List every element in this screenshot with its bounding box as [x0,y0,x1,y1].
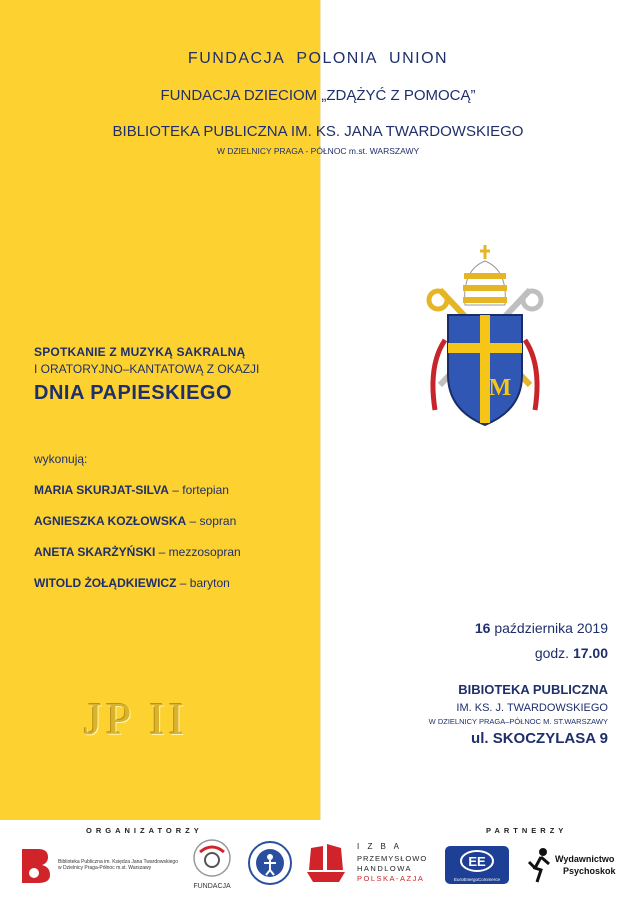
euroenergocommerce-logo [445,846,509,884]
date-month-year: października 2019 [490,620,608,636]
izba-line-2: PRZEMYSŁOWO [357,854,428,863]
event-line-2: I ORATORYJNO–KANTATOWĄ Z OKAZJI [34,362,260,376]
header-foundation-children: FUNDACJA DZIECIOM „ZDĄŻYĆ Z POMOCĄ” [160,87,476,104]
performer-role: – mezzosopran [155,545,241,559]
performer-role: – baryton [176,576,230,590]
event-line-1: SPOTKANIE Z MUZYKĄ SAKRALNĄ [34,345,246,359]
header-library: BIBLIOTEKA PUBLICZNA IM. KS. JANA TWARDOWSKIEGO [112,123,524,140]
jp2-monogram: JP II [84,693,188,744]
psychoskok-line-2: Psychoskok [563,866,616,876]
performer-name: AGNIESZKA KOZŁOWSKA [34,514,187,528]
time-value: 17.00 [572,645,608,661]
venue-district: W DZIELNICY PRAGA–PÓŁNOC M. ST.WARSZAWY [428,717,608,726]
organizers-label: ORGANIZATORZY [86,826,203,835]
izba-polska-azja-logo [305,840,428,890]
library-logo [18,845,183,885]
polonia-union-emblem-icon [192,838,232,878]
performer-row [34,514,236,528]
performer-row [34,483,229,497]
partners-label: PARTNERZY [486,826,568,835]
performer-row [34,545,241,559]
ee-emblem-icon [459,849,495,873]
library-logo-text-2: w Dzielnicy Praga-Północ m.st. Warszawy [58,865,152,871]
polonia-logo-text: FUNDACJA [193,883,231,890]
performer-name: MARIA SKURJAT-SILVA [34,483,169,497]
euro-logo-text: EuroEnergoCommerce [453,877,501,882]
time-label: godz. [534,645,573,661]
event-description [34,345,314,405]
izba-line-4: POLSKA-AZJA [357,874,425,883]
psychoskok-line-1: Wydawnictwo [555,854,615,864]
tiara-icon [463,245,507,305]
performer-name: ANETA SKARŻYŃSKI [34,545,156,559]
polonia-union-logo [187,838,237,894]
venue-patron: IM. KS. J. TWARDOWSKIEGO [456,702,608,714]
event-time [535,645,608,661]
venue-address: ul. SKOCZYLASA 9 [471,730,608,747]
performer-name: WITOLD ŻOŁĄDKIEWICZ [34,576,177,590]
event-date [475,620,608,636]
papal-coat-of-arms-icon [400,245,570,435]
izba-line-3: HANDLOWA [357,864,413,873]
children-foundation-logo-icon [247,840,293,886]
date-day: 16 [474,620,491,636]
performer-role: – fortepian [168,483,229,497]
svg-text:M: M [488,375,512,401]
junk-ship-icon [305,840,347,886]
header-foundation-polonia: FUNDACJA POLONIA UNION [187,50,449,67]
psychoskok-logo [527,846,627,886]
event-title: DNIA PAPIESKIEGO [34,382,233,404]
performer-role: – sopran [186,514,237,528]
header-district: W DZIELNICY PRAGA - PÓŁNOC m.st. WARSZAWY [216,146,420,156]
izba-line-1: I Z B A [357,842,403,851]
library-b-icon [18,845,52,885]
venue-name: BIBIOTEKA PUBLICZNA [458,682,608,697]
jumping-figure-icon [527,846,555,884]
performer-row [34,576,230,590]
library-logo-text-1: Biblioteka Publiczna im. Księdza Jana Twardowskiego [58,859,178,865]
svg-text:EE: EE [468,854,486,869]
performers-label: wykonują: [34,452,88,466]
